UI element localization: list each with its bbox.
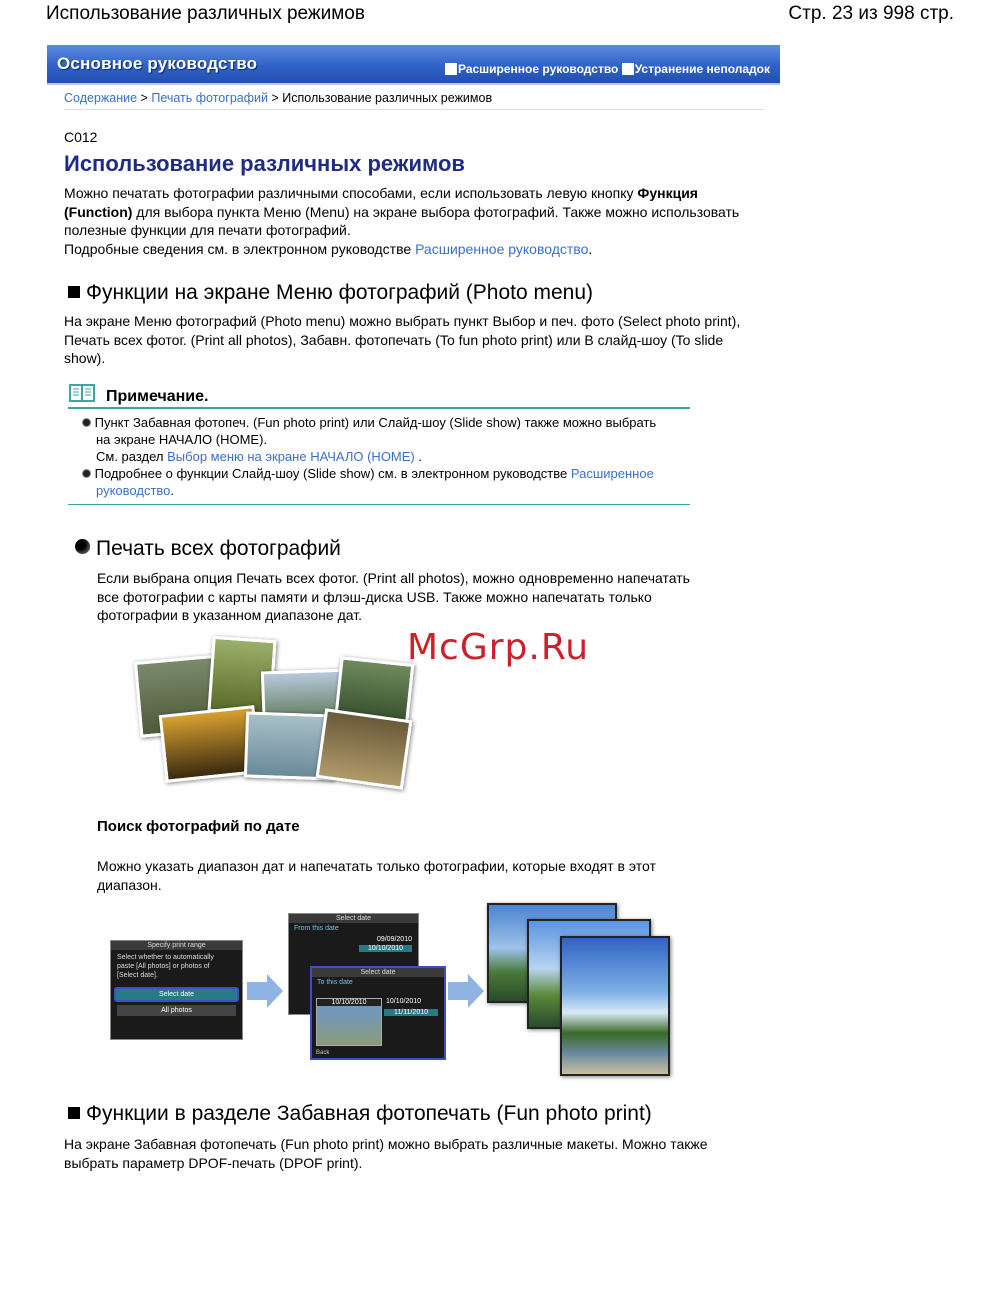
- screen-title: Select date: [312, 968, 444, 977]
- section-heading-photo-menu: [68, 281, 593, 305]
- document-header-title: Использование различных режимов: [46, 3, 365, 24]
- screen-footer: Back: [316, 1050, 330, 1056]
- note-period: .: [418, 449, 423, 464]
- banner-links: [445, 62, 770, 76]
- note-item-2-text: Подробнее о функции Слайд-шоу (Slide show) см. в электронном руководстве: [94, 466, 571, 481]
- section3-line-2: выбрать параметр DPOF-печать (DPOF print).: [64, 1154, 363, 1171]
- section3-line-1: На экране Забавная фотопечать (Fun photo print) можно выбрать различные макеты. Можно также: [64, 1136, 708, 1152]
- section2-paragraph: [97, 569, 757, 625]
- document-code: C012: [64, 129, 98, 145]
- advanced-guide-link[interactable]: Расширенное руководство: [457, 62, 619, 76]
- date-search-heading: Поиск фотографий по дате: [97, 818, 300, 835]
- breadcrumb-separator: >: [271, 91, 279, 105]
- date-value: 10/10/2010: [386, 998, 422, 1005]
- note-item-1-see: См. раздел: [96, 449, 168, 464]
- note-bottom-divider: [68, 504, 690, 505]
- intro-text: Можно печатать фотографии различными способами, если использовать левую кнопку: [64, 185, 638, 201]
- advanced-guide-inline-link[interactable]: Расширенное руководство: [415, 240, 589, 257]
- date-thumbnail: [316, 998, 382, 1046]
- printed-photo-3: [560, 936, 670, 1076]
- banner-title: Основное руководство: [57, 54, 258, 73]
- select-date-option[interactable]: Select date: [114, 987, 239, 1002]
- watermark: McGrp.Ru: [407, 627, 590, 668]
- thumbnail-date: 10/10/2010: [317, 999, 381, 1006]
- breadcrumb-print-photos-link[interactable]: Печать фотографий: [151, 91, 268, 105]
- selected-date-value[interactable]: 11/11/2010: [384, 1009, 438, 1016]
- section2-heading-text: Печать всех фотографий: [96, 537, 341, 560]
- breadcrumb-current: Использование различных режимов: [282, 91, 493, 105]
- screen-title: Select date: [289, 914, 418, 923]
- square-icon: [445, 63, 457, 75]
- section2-line-2: все фотографии с карты памяти и флэш-диска USB. Также можно напечатать только: [97, 588, 652, 605]
- section1-paragraph: На экране Меню фотографий (Photo menu) можно выбрать пункт Выбор и печ. фото (Select photo print), Печать всех фотог. (Print all photos), Забавн. фотопечать (To fun photo print) или В слайд-шоу (To slide show).: [64, 313, 741, 366]
- section3-heading-text: Функции в разделе Забавная фотопечать (Fun photo print): [86, 1102, 652, 1125]
- breadcrumb-contents-link[interactable]: Содержание: [64, 91, 138, 105]
- screen-text: [111, 950, 242, 983]
- page-number: Стр. 23 из 998 стр.: [788, 3, 954, 24]
- intro-bold: Функция: [637, 185, 698, 201]
- home-menu-link[interactable]: Выбор меню на экране НАЧАЛО (HOME): [167, 449, 415, 464]
- advanced-guide-note-link[interactable]: Расширенное: [570, 466, 654, 481]
- page-title: Использование различных режимов: [64, 151, 465, 176]
- arrow-right-icon: [448, 972, 486, 1010]
- to-date-screen: [310, 966, 446, 1060]
- selected-date-value[interactable]: 10/10/2010: [359, 945, 412, 952]
- intro-period: .: [588, 240, 593, 257]
- from-date-label: From this date: [294, 925, 339, 932]
- guide-banner: [47, 45, 780, 85]
- section2-line-1: Если выбрана опция Печать всех фотог. (Print all photos), можно одновременно напечатать: [97, 570, 690, 586]
- date-search-line-1: Можно указать диапазон дат и напечатать только фотографии, которые входят в этот: [97, 858, 656, 874]
- bullet-icon: [82, 418, 91, 427]
- note-item-1-text: Пункт Забавная фотопеч. (Fun photo print) или Слайд-шоу (Slide show) также можно выбрать: [94, 415, 657, 430]
- section-heading-text: Функции на экране Меню фотографий (Photo menu): [86, 281, 594, 304]
- note-item-1: [82, 414, 682, 465]
- book-icon: [68, 383, 96, 403]
- screen-title: Specify print range: [111, 941, 242, 950]
- arrow-right-icon: [247, 972, 285, 1010]
- note-period: .: [170, 483, 175, 498]
- section2-line-3: фотографии в указанном диапазоне дат.: [97, 607, 362, 623]
- intro-paragraph: [64, 184, 754, 258]
- intro-bold-function: (Function): [64, 203, 133, 220]
- troubleshooting-link[interactable]: Устранение неполадок: [634, 62, 770, 76]
- bullet-icon: [82, 469, 91, 478]
- intro-text-3: Подробные сведения см. в электронном руководстве: [64, 240, 416, 257]
- date-search-line-2: диапазон.: [97, 876, 162, 893]
- screen-text-line: [Select date].: [117, 972, 158, 979]
- date-value: 09/09/2010: [376, 936, 412, 943]
- date-search-paragraph: [97, 857, 757, 894]
- note-box: [68, 383, 690, 507]
- square-icon: [622, 63, 634, 75]
- note-item-2: [82, 465, 682, 499]
- square-bullet-icon: [68, 1107, 80, 1119]
- screen-text-line: Select whether to automatically: [117, 954, 214, 961]
- screen-text-line: paste [All photos] or photos of: [117, 963, 210, 970]
- note-item-1-text-b: на экране НАЧАЛО (HOME).: [96, 432, 268, 447]
- breadcrumb-separator: >: [140, 91, 148, 105]
- section-heading-fun-photo-print: [68, 1102, 652, 1126]
- print-range-screen: [110, 940, 243, 1040]
- square-bullet-icon: [68, 286, 80, 298]
- breadcrumb: [64, 91, 764, 110]
- to-date-label: To this date: [317, 979, 353, 986]
- all-photos-option[interactable]: All photos: [117, 1005, 236, 1016]
- note-divider: [68, 407, 690, 409]
- note-heading: Примечание.: [106, 388, 209, 405]
- cat-photo: [316, 708, 413, 790]
- section-heading-print-all: [75, 537, 341, 561]
- advanced-guide-note-link-2[interactable]: руководство: [96, 483, 171, 498]
- round-bullet-icon: [75, 539, 90, 554]
- intro-text-2: для выбора пункта Меню (Menu) на экране выбора фотографий. Также можно использовать полезные функции для печати фотографий.: [64, 203, 740, 238]
- section3-paragraph: [64, 1135, 764, 1172]
